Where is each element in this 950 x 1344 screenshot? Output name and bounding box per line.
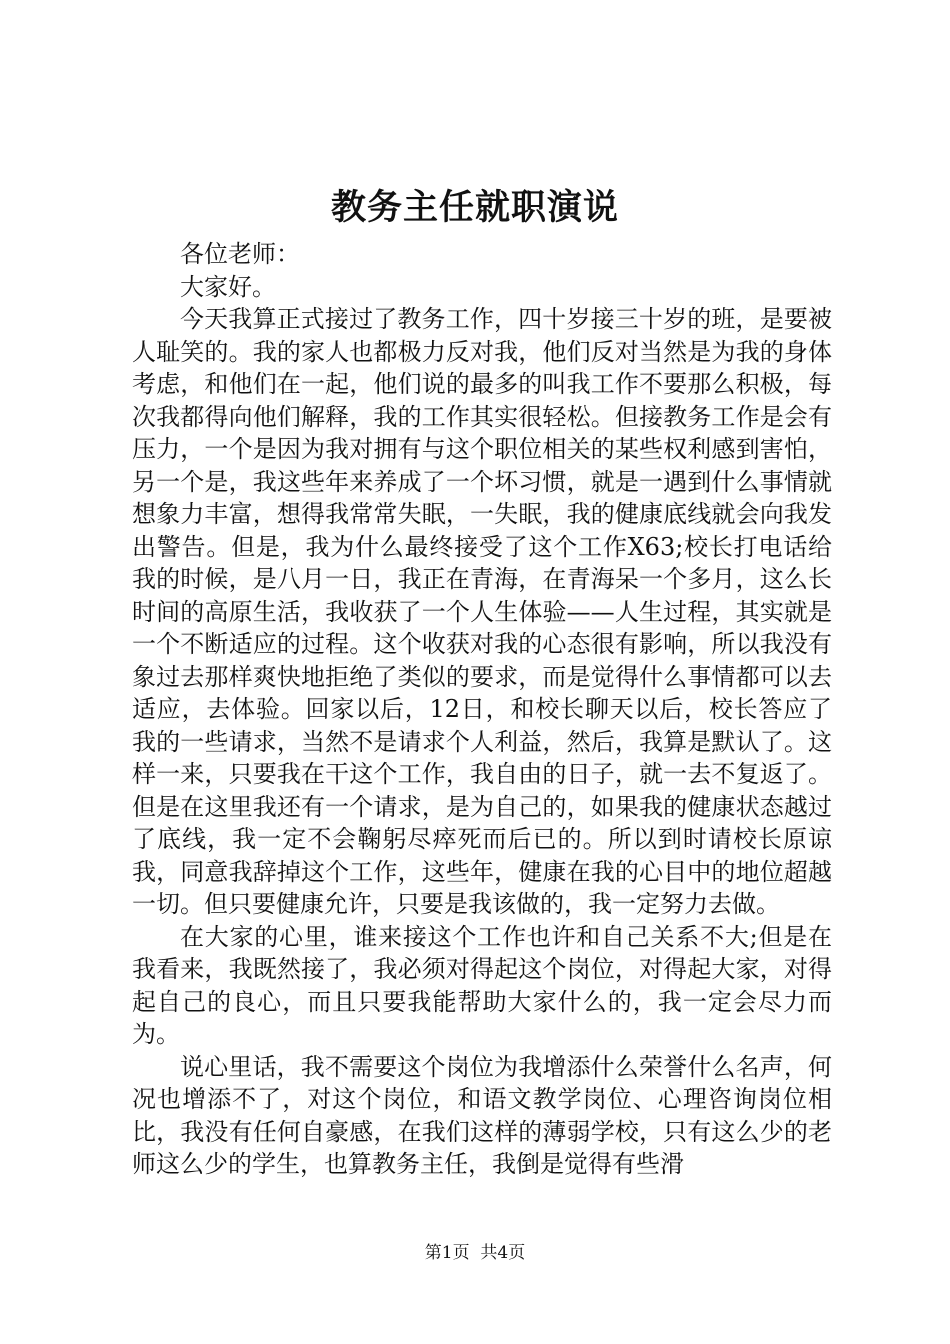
document-body: [132, 238, 832, 1181]
document-title: 教务主任就职演说: [330, 187, 619, 228]
page-footer: [0, 1241, 950, 1265]
page-number: 第1页: [424, 1243, 470, 1263]
salutation-paragraph: 各位老师：: [180, 240, 300, 268]
greeting-paragraph: 大家好。: [180, 272, 276, 301]
page-total: 共4页: [480, 1243, 526, 1263]
body-paragraph-3: 说心里话，我不需要这个岗位为我增添什么荣誉什么名声，何况也增添不了，对这个岗位，和语文教学岗位、心理咨询岗位相比，我没有任何自豪感，在我们这样的薄弱学校，只有这么少的老师这么少的学生，也算教务主任，我倒是觉得有些滑: [132, 1052, 832, 1178]
body-paragraph-2: 在大家的心里，谁来接这个工作也许和自己关系不大;但是在我看来，我既然接了，我必须对得起这个岗位，对得起大家，对得起自己的良心，而且只要我能帮助大家什么的，我一定会尽力而为。: [132, 922, 832, 1048]
body-paragraph-1: 今天我算正式接过了教务工作，四十岁接三十岁的班，是要被人耻笑的。我的家人也都极力反对我，他们反对当然是为我的身体考虑，和他们在一起，他们说的最多的叫我工作不要那么积极，每次我都得向他们解释，我的工作其实很轻松。但接教务工作是会有压力，一个是因为我对拥有与这个职位相关的某些权利感到害怕，另一个是，我这些年来养成了一个坏习惯，就是一遇到什么事情就想象力丰富，想得我常常失眠，一失眠，我的健康底线就会向我发出警告。但是，我为什么最终接受了这个工作X63;校长打电话给我的时候，是八月一日，我正在青海，在青海呆一个多月，这么长时间的高原生活，我收获了一个人生体验——人生过程，其实就是一个不断适应的过程。这个收获对我的心态很有影响，所以我没有象过去那样爽快地拒绝了类似的要求，而是觉得什么事情都可以去适应，去体验。回家以后，12日，和校长聊天以后，校长答应了我的一些请求，当然不是请求个人利益，然后，我算是默认了。这样一来，只要我在干这个工作，我自由的日子，就一去不复返了。但是在这里我还有一个请求，是为自己的，如果我的健康状态越过了底线，我一定不会鞠躬尽瘁死而后已的。所以到时请校长原谅我，同意我辞掉这个工作，这些年，健康在我的心目中的地位超越一切。但只要健康允许，只要是我该做的，我一定努力去做。: [132, 305, 832, 918]
